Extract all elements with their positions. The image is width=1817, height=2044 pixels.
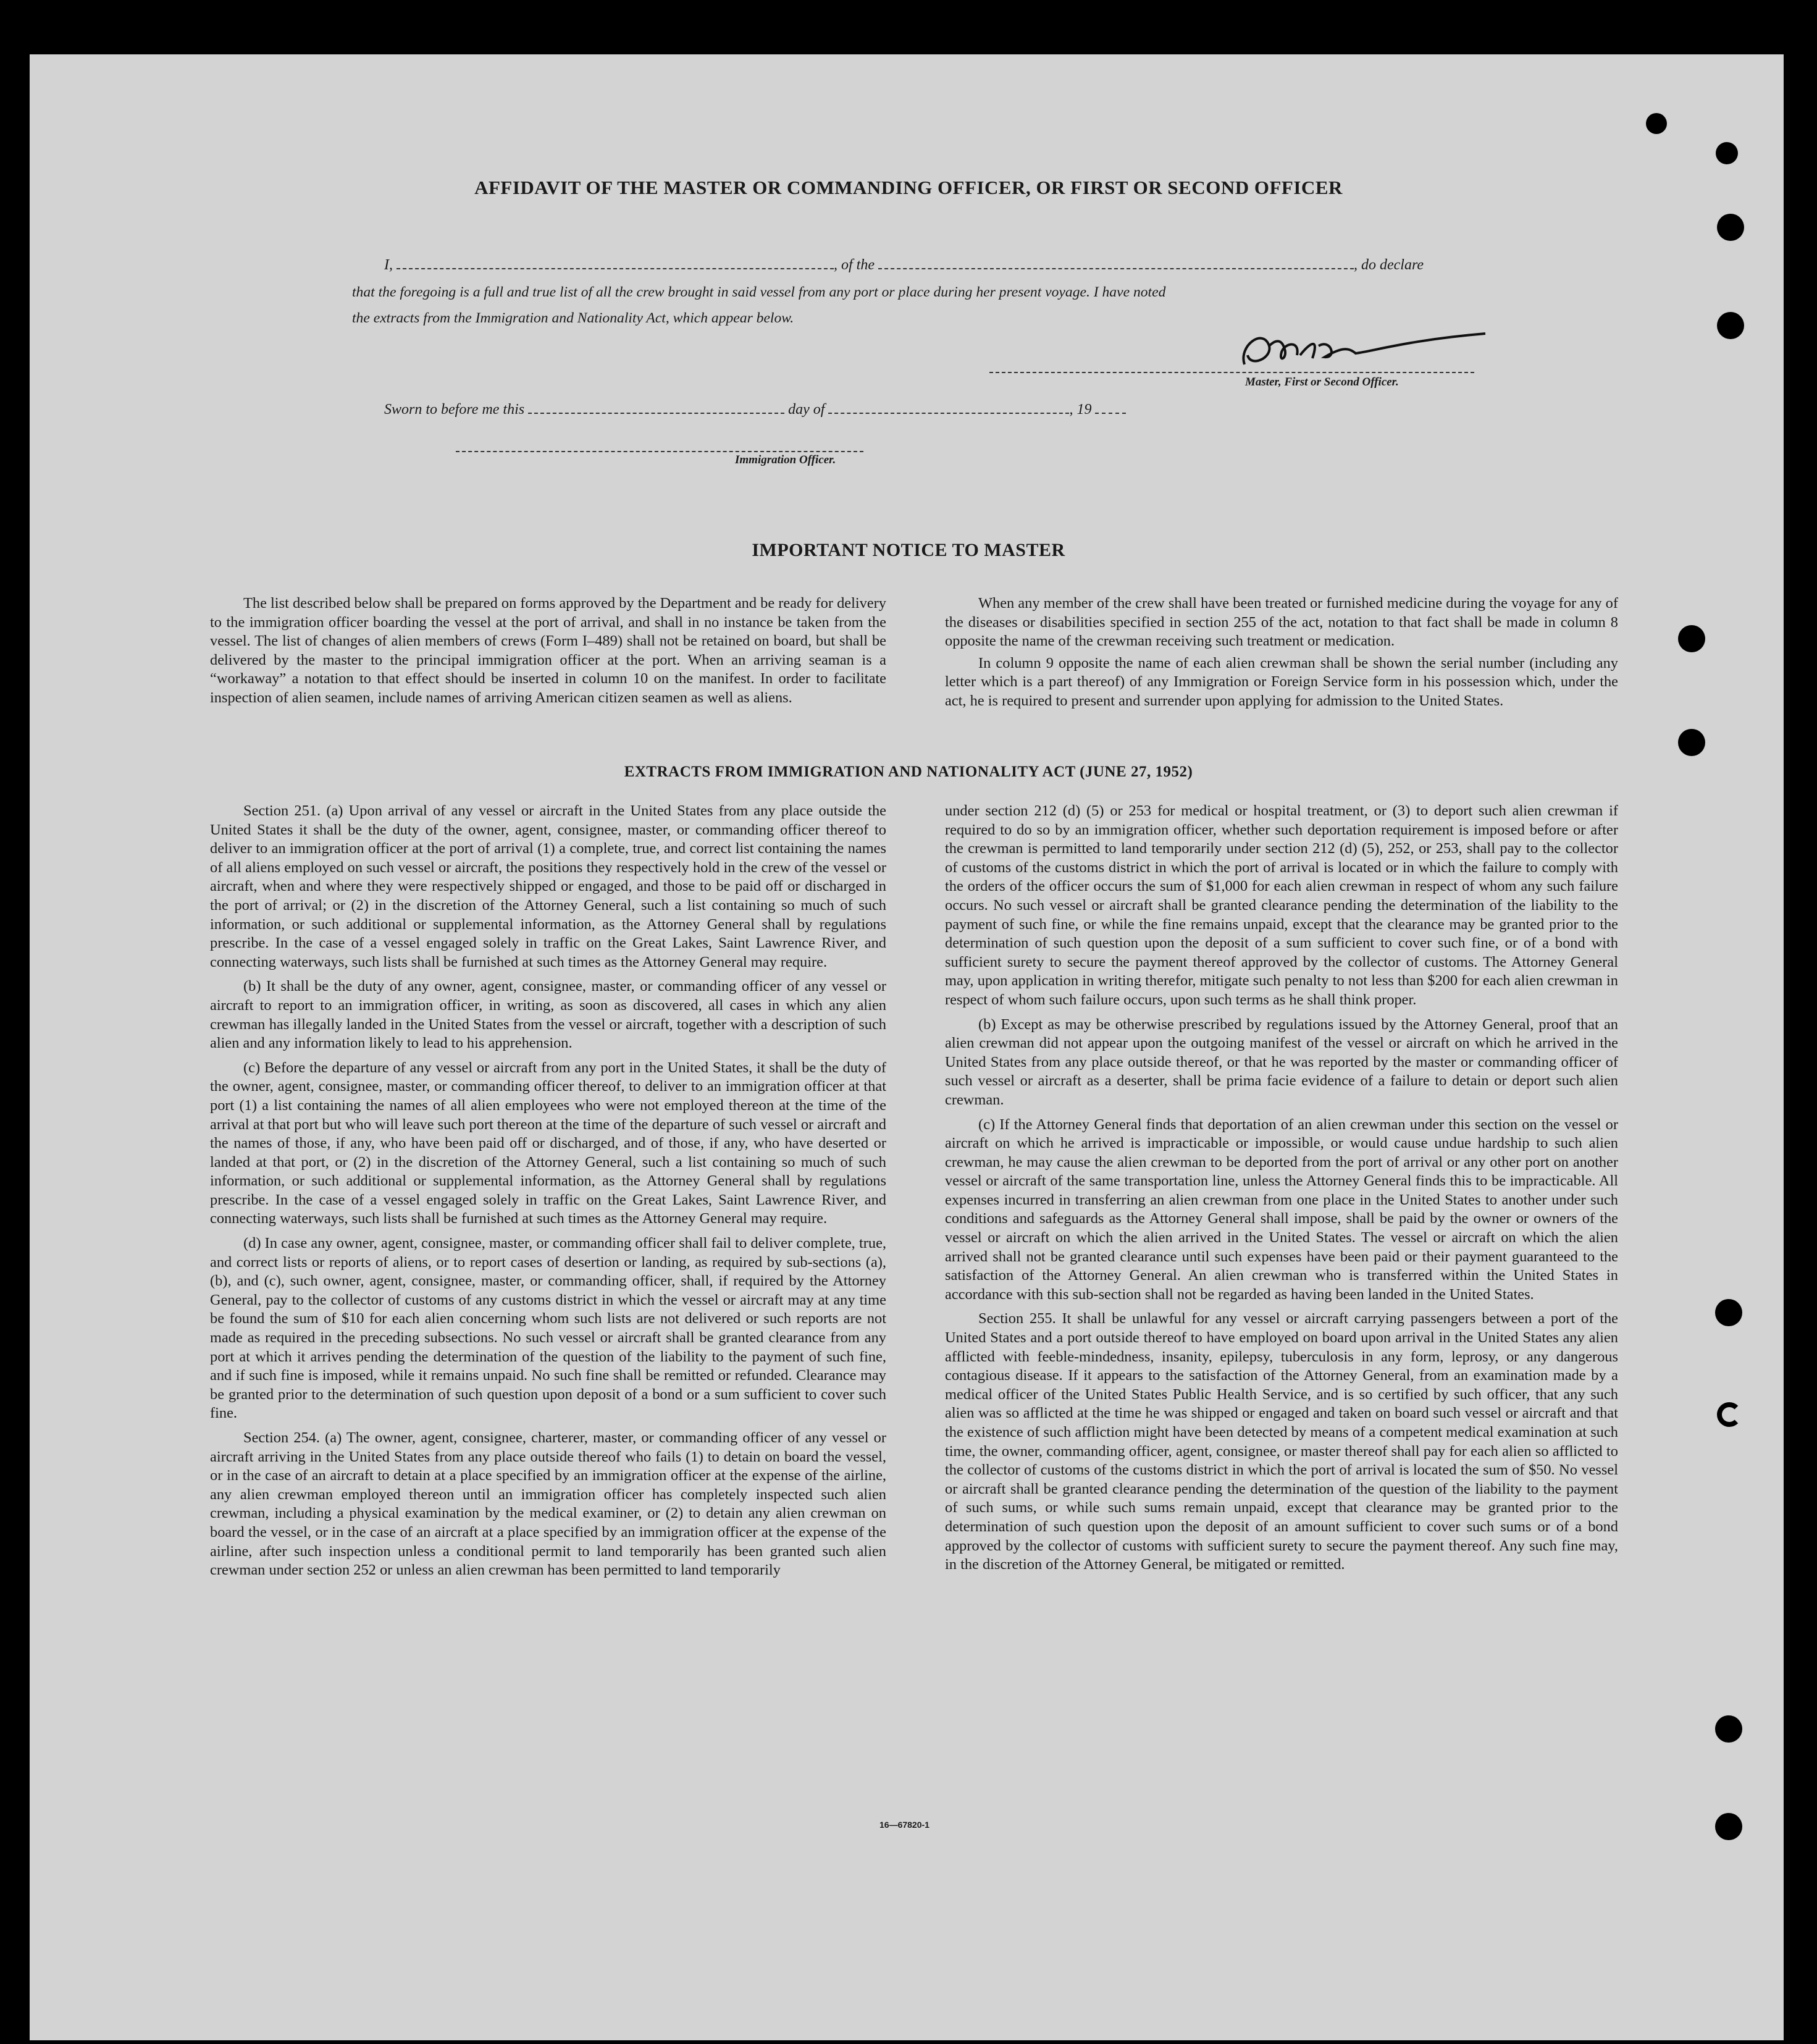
name-blank[interactable] — [397, 254, 834, 269]
extracts-title: EXTRACTS FROM IMMIGRATION AND NATIONALITY ACT (JUNE 27, 1952) — [624, 763, 1193, 780]
section-254a-continued: under section 212 (d) (5) or 253 for medical or hospital treatment, or (3) to deport such alien crewman if required to do so by an immigration officer, whether such deportation requirement is imposed before or after the crewman is permitted to land temporarily under section 212 (d) (5), 252, or 253, shall pay to the collector of customs of the customs district in which the port of arrival is located or in which the failure to comply with the orders of the officer occurs the sum of $1,000 for each alien crewman in respect of whom any such failure occurs. No such vessel or aircraft shall be granted clearance pending the determination of the liability to the payment of such fine, or while the fine remains unpaid, except that the clearance may be granted prior to the determination of such question upon the deposit of a sum sufficient to cover such fine, or of a bond with sufficient surety to secure the payment thereof approved by the collector of customs. The Attorney General may, upon application in writing therefor, mitigate such penalty to not less than $200 for each alien crewman in respect of whom such failure occurs, upon such terms as he shall think proper. — [945, 802, 1618, 1008]
notice-left-column — [210, 594, 886, 708]
do-declare-label: , do declare — [1354, 257, 1424, 273]
master-signature-line — [989, 358, 1474, 373]
notice-title: IMPORTANT NOTICE TO MASTER — [752, 540, 1065, 560]
of-the-label: , of the — [834, 257, 875, 273]
notice-right-paragraph: When any member of the crew shall have been treated or furnished medicine during the voyage for any of the diseases or disabilities specified in section 255 of the act, notation to that fact shall be made in column 8 opposite the name of the crewman receiving such treatment or medication. — [945, 595, 1618, 650]
immigration-officer-caption: Immigration Officer. — [735, 453, 836, 466]
extracts-right-column — [945, 802, 1618, 1575]
section-251d: (d) In case any owner, agent, consignee, master, or commanding officer shall fail to deliver complete, true, and correct lists or reports of aliens, or to report cases of desertion or landing, as required by sub-sections (a), (b), and (c), such owner, agent, consignee, master, or commanding officer, shall, if required by the Attorney General, pay to the collector of customs of any customs district in which the vessel or aircraft may at any time be found the sum of $10 for each alien concerning whom such lists are not delivered or such reports are not made as required in the preceding subsections. No such vessel or aircraft shall be granted clearance from any port at which it arrives pending the determination of the question of the liability to the payment of such fine, and if such fine is imposed, while it remains unpaid. No such fine shall be remitted or refunded. Clearance may be granted prior to the determination of such question upon deposit of a bond or a sum sufficient to cover such fine. — [210, 1235, 886, 1422]
sworn-year-blank[interactable] — [1095, 399, 1126, 414]
year-prefix: , 19 — [1069, 402, 1092, 418]
punch-hole — [1717, 214, 1744, 241]
sworn-month-blank[interactable] — [828, 399, 1069, 414]
punch-hole — [1716, 142, 1738, 164]
punch-hole — [1678, 625, 1705, 652]
sworn-line — [384, 399, 1126, 418]
affidavit-title: AFFIDAVIT OF THE MASTER OR COMMANDING OFFICER, OR FIRST OR SECOND OFFICER — [474, 177, 1343, 198]
sworn-day-blank[interactable] — [528, 399, 784, 414]
section-254a: Section 254. (a) The owner, agent, consignee, charterer, master, or commanding officer of any vessel or aircraft arriving in the United States from any place outside thereof who fails (1) to detain on board the vessel, or in the case of an aircraft to detain at a place specified by an immigration officer at the expense of the airline, any alien crewman employed thereon until an immigration officer has completely inspected such alien crewman, including a physical examination by the medical examiner, or (2) to detain any alien crewman on board the vessel, or in the case of an aircraft at a place specified by an immigration officer at the expense of the airline, after such inspection unless a conditional permit to land temporarily has been granted such alien crewman under section 252 or unless an alien crewman has been permitted to land temporarily — [210, 1429, 886, 1579]
punch-hole — [1717, 1402, 1742, 1427]
declaration-text-1: that the foregoing is a full and true list of all the crew brought in said vessel from any port or place during her present voyage. I have noted — [352, 284, 1166, 300]
sworn-label: Sworn to before me this — [384, 402, 525, 418]
section-254b: (b) Except as may be otherwise prescribed by regulations issued by the Attorney General, proof that an alien crewman did not appear upon the outgoing manifest of the vessel or aircraft on which he arrived in the United States from any place outside thereof, or that he was reported by the master or commanding officer of such vessel or aircraft as a deserter, shall be prima facie evidence of a failure to detain or deport such alien crewman. — [945, 1016, 1618, 1108]
master-caption: Master, First or Second Officer. — [1245, 376, 1399, 389]
vessel-blank[interactable] — [878, 254, 1354, 269]
declaration-text-2: the extracts from the Immigration and Nationality Act, which appear below. — [352, 310, 794, 326]
punch-hole — [1646, 113, 1667, 134]
i-label: I, — [384, 257, 393, 273]
punch-hole — [1715, 1299, 1742, 1326]
section-255: Section 255. It shall be unlawful for any vessel or aircraft carrying passengers between a port of the United States and a port outside thereof to have employed on board upon arrival in the United States any alien afflicted with feeble-mindedness, insanity, epilepsy, tuberculosis in any form, leprosy, or any dangerous contagious disease. If it appears to the satisfaction of the Attorney General, from an examination made by a medical officer of the United States Public Health Service, and is so certified by such officer, that any such alien was so afflicted at the time he was shipped or engaged and taken on board such vessel or aircraft and that the existence of such affliction might have been detected by means of a competent medical examination at such time, the owner, commanding officer, agent, consignee, or master thereof shall pay for each alien so afflicted to the collector of customs of the customs district in which the port of arrival is located the sum of $50. No vessel or aircraft shall be granted clearance pending the determination of the question of the liability to the payment of such sums, or while such sums remain unpaid, except that clearance may be granted prior to the determination of such question upon the deposit of an amount sufficient to cover such sums or of a bond approved by the collector of customs with sufficient surety to secure the payment thereof. Any such fine may, in the discretion of the Attorney General, be mitigated or remitted. — [945, 1310, 1618, 1573]
notice-left-paragraph: The list described below shall be prepared on forms approved by the Department and be ready for delivery to the immigration officer boarding the vessel at the port of arrival, and shall in no instance be taken from the vessel. The list of changes of alien members of crews (Form I–489) shall not be retained on board, but shall be delivered by the master to the principal immigration officer at the port. When an arriving seaman is a “workaway” a notation to that effect should be inserted in column 10 on the manifest. In order to facilitate inspection of alien seamen, include names of arriving American citizen seamen as well as aliens. — [210, 595, 886, 706]
punch-hole — [1715, 1715, 1742, 1743]
day-of-label: day of — [788, 402, 825, 418]
immigration-officer-line — [456, 437, 863, 452]
notice-right-paragraph: In column 9 opposite the name of each alien crewman shall be shown the serial number (including any letter which is a part thereof) of any Immigration or Foreign Service form in his possession which, under the act, he is required to present and surrender upon applying for admission to the United States. — [945, 654, 1618, 709]
punch-hole — [1715, 1813, 1742, 1840]
form-code: 16—67820-1 — [879, 1820, 929, 1830]
section-254c: (c) If the Attorney General finds that deportation of an alien crewman under this section on the vessel or aircraft on which he arrived is impracticable or impossible, or would cause undue hardship to such alien crewman, he may cause the alien crewman to be deported from the port of arrival or any other port on another vessel or aircraft of the same transportation line, unless the Attorney General finds this to be impracticable. All expenses incurred in transferring an alien crewman from one place in the United States to another under such conditions and safeguards as the Attorney General shall impose, shall be paid by the owner or owners of the vessel or aircraft on which the alien arrived in the United States. The vessel or aircraft on which the alien arrived shall not be granted clearance until such expenses have been paid or their payment guaranteed to the satisfaction of the Attorney General. An alien crewman who is transferred within the United States in accordance with this sub-section shall not be regarded as having been landed in the United States. — [945, 1116, 1618, 1303]
extracts-left-column — [210, 802, 886, 1580]
punch-hole — [1678, 729, 1705, 756]
section-251b: (b) It shall be the duty of any owner, agent, consignee, master, or commanding officer of any vessel or aircraft to report to an immigration officer, in writing, as soon as discovered, all cases in which any alien crewman has illegally landed in the United States from the vessel or aircraft, together with a description of such alien and any information likely to lead to his apprehension. — [210, 978, 886, 1052]
punch-hole — [1717, 312, 1744, 339]
declaration-name-line — [384, 254, 1477, 274]
section-251a: Section 251. (a) Upon arrival of any vessel or aircraft in the United States from any place outside the United States it shall be the duty of the owner, agent, consignee, master, or commanding officer thereof to deliver to an immigration officer at the port of arrival (1) a complete, true, and correct list containing the names of all aliens employed on such vessel or aircraft, the positions they respectively hold in the crew of the vessel or aircraft, when and where they were respectively shipped or engaged, and those to be paid off or discharged in the port of arrival; or (2) in the discretion of the Attorney General, such a list containing so much of such information, or such additional or supplemental information, as the Attorney General shall by regulations prescribe. In the case of a vessel engaged solely in traffic on the Great Lakes, Saint Lawrence River, and connecting waterways, such lists shall be furnished at such times as the Attorney General may require. — [210, 802, 886, 970]
notice-right-column — [945, 594, 1618, 711]
section-251c: (c) Before the departure of any vessel or aircraft from any port in the United States, it shall be the duty of the owner, agent, consignee, master, or commanding officer thereof, to deliver to an immigration officer at that port (1) a list containing the names of all alien employees who were not employed thereon at the time of the arrival at that port but who will leave such port thereon at the time of the departure of such vessel or aircraft and the names of those, if any, who have been paid off or discharged, and of those, if any, who have deserted or landed at that port, or (2) in the discretion of the Attorney General, such a list containing so much of such information, or such additional or supplemental information, as the Attorney General shall by regulations prescribe. In the case of a vessel engaged solely in traffic on the Great Lakes, Saint Lawrence River, and connecting waterways, such lists shall be furnished at such times as the Attorney General may require. — [210, 1059, 886, 1227]
